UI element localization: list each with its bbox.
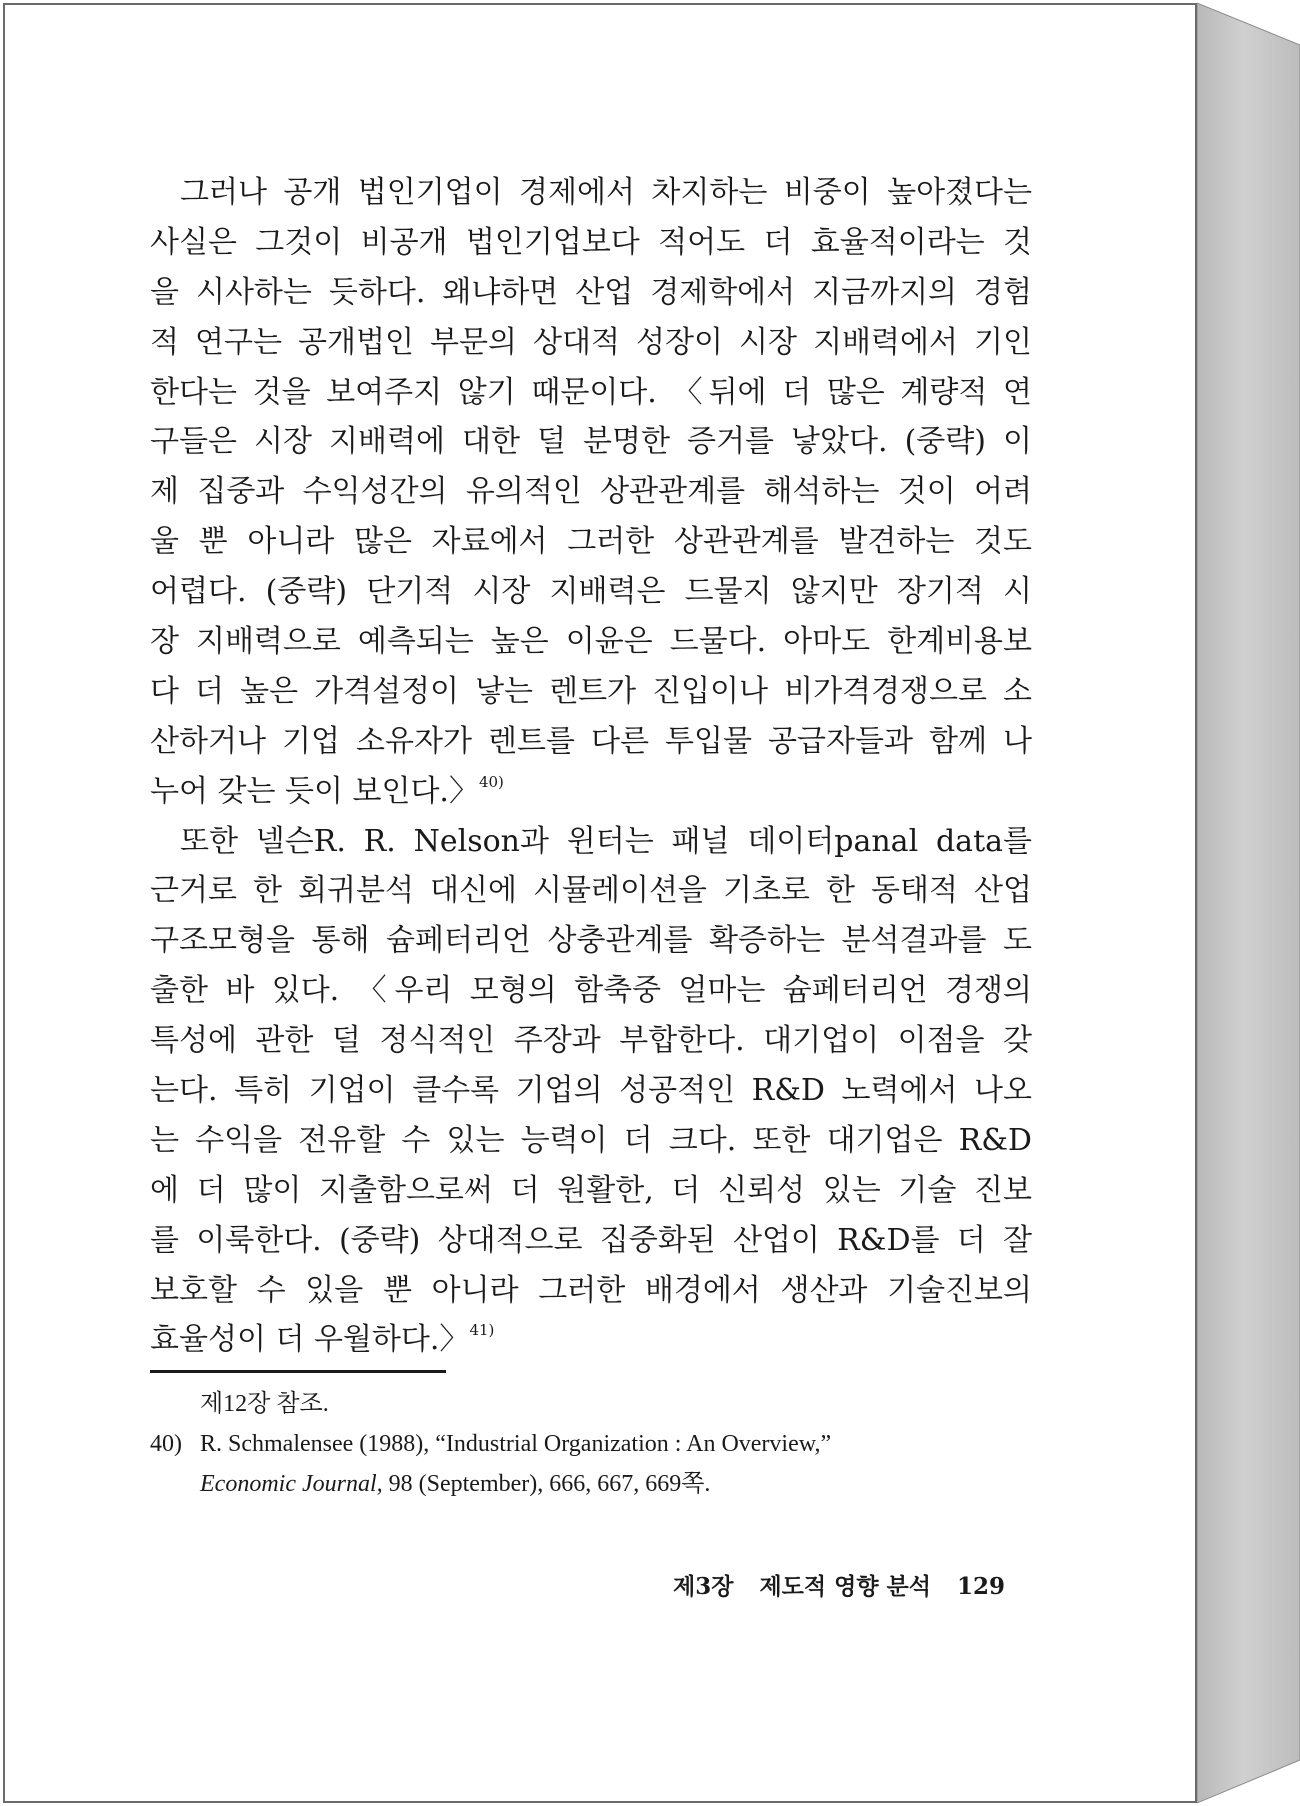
text-line: 울 뿐 아니라 많은 자료에서 그러한 상관관계를 발견하는 것도	[150, 524, 1032, 560]
text-line-last	[150, 767, 1032, 817]
page-number: 129	[956, 1573, 1005, 1600]
footnote-continuation: 제12장 참조.	[200, 1391, 329, 1417]
footer-title: 제도적 영향 분석	[759, 1573, 931, 1600]
text-line: 산하거나 기업 소유자가 렌트를 다른 투입물 공급자들과 함께 나	[150, 723, 1032, 759]
text-line: 특성에 관한 덜 정식적인 주장과 부합한다. 대기업이 이점을 갖	[150, 1023, 1032, 1059]
footnote-pages: 98 (September), 666, 667, 669쪽.	[382, 1471, 711, 1497]
text-line: 다 더 높은 가격설정이 낳는 렌트가 진입이나 비가격경쟁으로 소	[150, 673, 1032, 709]
text-line: 출한 바 있다. 〈우리 모형의 함축중 얼마는 슘페터리언 경쟁의	[150, 973, 1032, 1009]
text-line: 적 연구는 공개법인 부문의 상대적 성장이 시장 지배력에서 기인	[150, 324, 1032, 360]
body-text	[150, 168, 1032, 1365]
footnote-journal: Economic Journal,	[200, 1471, 383, 1497]
paragraph-2	[150, 817, 1032, 1366]
text-line: 어렵다. (중략) 단기적 시장 지배력은 드물지 않지만 장기적 시	[150, 574, 1032, 610]
footnote-ref: 41)	[469, 1321, 495, 1340]
text-line-last	[150, 1315, 1032, 1365]
footnote-number: 40)	[150, 1431, 182, 1457]
text-line: 는 수익을 전유할 수 있는 능력이 더 크다. 또한 대기업은 R&D	[150, 1122, 1032, 1158]
text-line: 근거로 한 회귀분석 대신에 시뮬레이션을 기초로 한 동태적 산업	[150, 873, 1032, 909]
footnote-40	[150, 1424, 1032, 1504]
text-line: 을 시사하는 듯하다. 왜냐하면 산업 경제학에서 지금까지의 경험	[150, 274, 1032, 310]
text-line: 에 더 많이 지출함으로써 더 원활한, 더 신뢰성 있는 기술 진보	[150, 1172, 1032, 1208]
footnote-ref: 40)	[478, 772, 504, 791]
footnote-divider	[150, 1370, 446, 1373]
text-line: 사실은 그것이 비공개 법인기업보다 적어도 더 효율적이라는 것	[150, 224, 1032, 260]
text-line: 한다는 것을 보여주지 않기 때문이다. 〈뒤에 더 많은 계량적 연	[150, 374, 1032, 410]
footnotes	[150, 1384, 1032, 1504]
text-line: 장 지배력으로 예측되는 높은 이윤은 드물다. 아마도 한계비용보	[150, 624, 1032, 660]
text-line: 구들은 시장 지배력에 대한 덜 분명한 증거를 낳았다. (중략) 이	[150, 424, 1032, 460]
page-stack-edge	[1197, 0, 1300, 1806]
text-line: 구조모형을 통해 슘페터리언 상충관계를 확증하는 분석결과를 도	[150, 923, 1032, 959]
text-line: 그러나 공개 법인기업이 경제에서 차지하는 비중이 높아졌다는	[180, 175, 1032, 210]
text-line: 제 집중과 수익성간의 유의적인 상관관계를 해석하는 것이 어려	[150, 474, 1032, 510]
running-footer	[673, 1568, 1005, 1601]
footnote-citation: R. Schmalensee (1988), “Industrial Organization : An Overview,”	[200, 1431, 832, 1457]
paragraph-1	[150, 168, 1032, 817]
text-line-content: 효율성이 더 우월하다.〉	[150, 1322, 470, 1358]
text-line: 는다. 특히 기업이 클수록 기업의 성공적인 R&D 노력에서 나오	[150, 1073, 1032, 1109]
text-line: 또한 넬슨R. R. Nelson과 윈터는 패널 데이터panal data를	[180, 823, 1032, 859]
text-line-content: 누어 갖는 듯이 보인다.〉	[150, 773, 479, 809]
text-line: 를 이룩한다. (중략) 상대적으로 집중화된 산업이 R&D를 더 잘	[150, 1222, 1032, 1258]
text-line: 보호할 수 있을 뿐 아니라 그러한 배경에서 생산과 기술진보의	[150, 1272, 1032, 1308]
footer-chapter: 제3장	[672, 1573, 734, 1600]
